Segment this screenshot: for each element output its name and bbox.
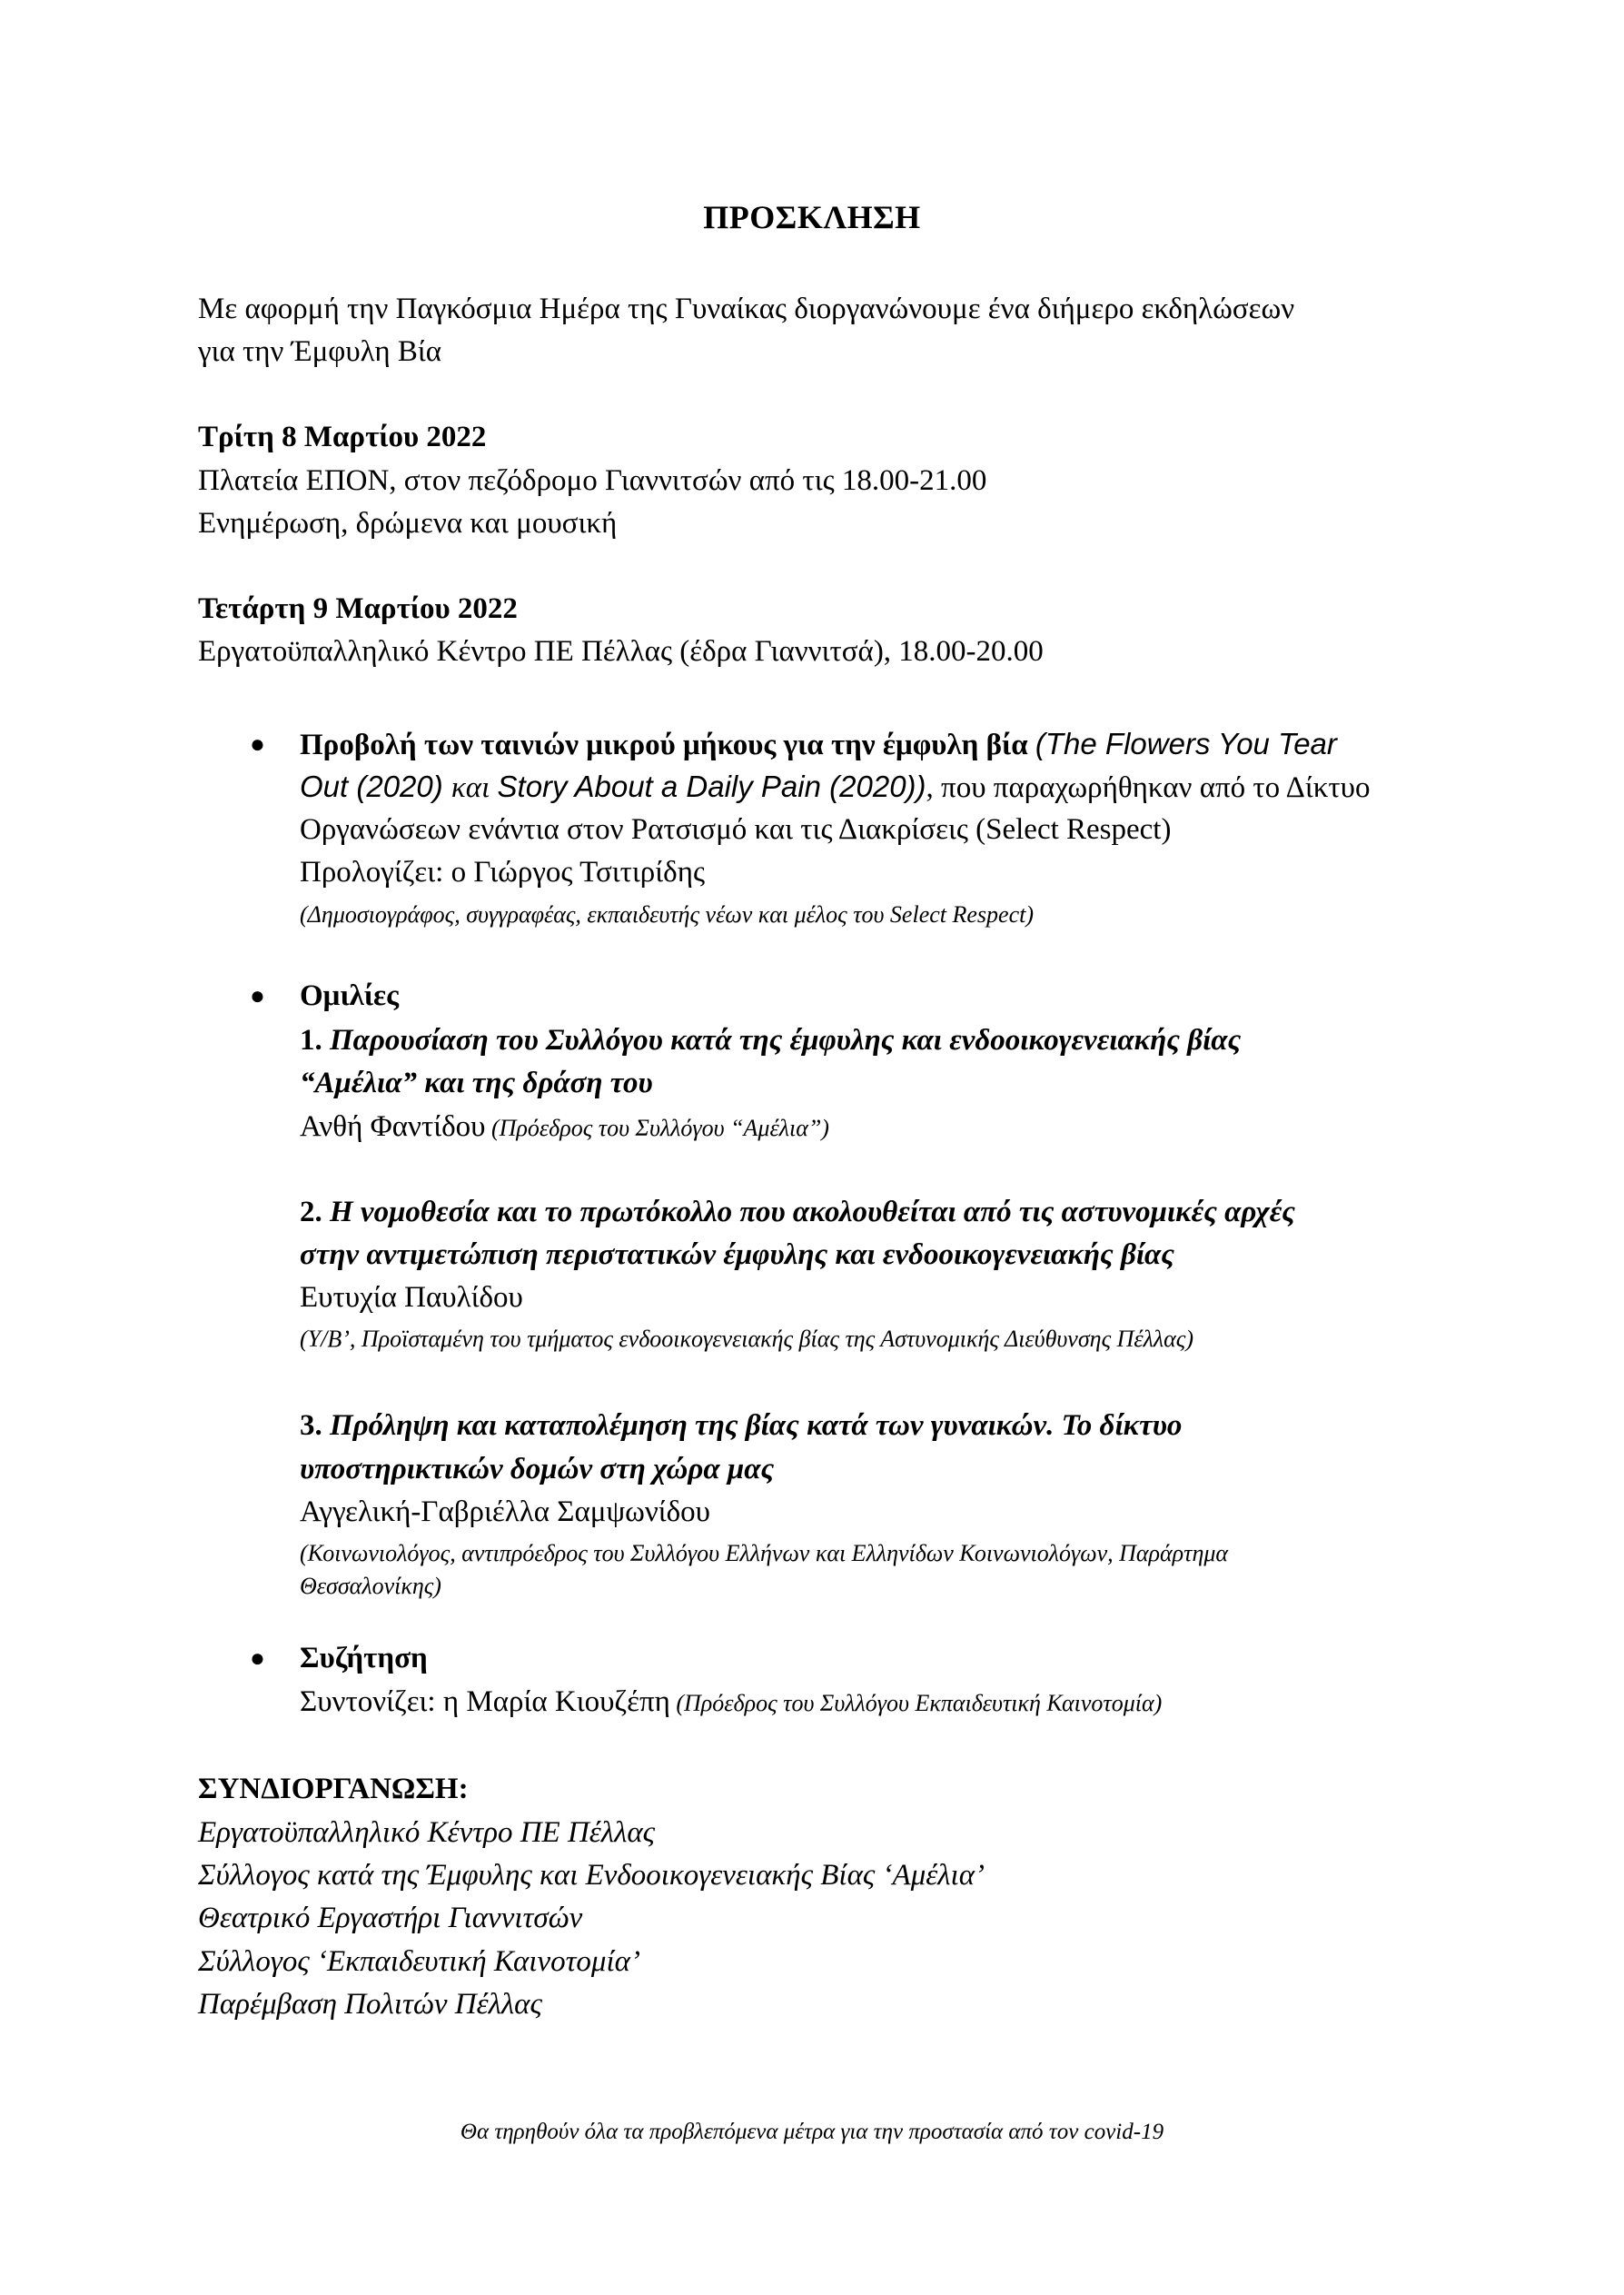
talk-3-note-line-2: Θεσσαλονίκης): [300, 1573, 441, 1599]
speaker-note: (Πρόεδρος του Συλλόγου “Αμέλια”): [485, 1115, 829, 1141]
screening-line-3: Οργανώσεων ενάντια στον Ρατσισμό και τις Διακρίσεις (Select Respect): [300, 813, 1172, 846]
talk-3-title-line-2: υποστηρικτικών δομών στη χώρα μας: [300, 1453, 775, 1485]
day1-activity: Ενημέρωση, δρώμενα και μουσική: [198, 507, 618, 540]
talk-2-note: (Υ/Β’, Προϊσταμένη του τμήματος ενδοοικογενειακής βίας της Αστυνομικής Διεύθυνσης Πέλλας): [300, 1326, 1194, 1352]
screening-text: , που παραχωρήθηκαν από το Δίκτυο: [926, 771, 1371, 804]
screening-presenter-note: (Δημοσιογράφος, συγγραφέας, εκπαιδευτής νέων και μέλος του Select Respect): [300, 901, 1035, 928]
coorganizer-item: Σύλλογος κατά της Έμφυλης και Ενδοοικογενειακής Βίας ‘Αμέλια’: [198, 1859, 985, 1892]
discussion-moderator: [300, 1681, 1162, 1723]
talk-title: Η νομοθεσία και το πρωτόκολλο που ακολουθείται από τις αστυνομικές αρχές: [330, 1196, 1295, 1228]
talk-number: 3.: [300, 1409, 330, 1442]
screening-and: και: [451, 771, 498, 804]
screening-presenter: Προλογίζει: ο Γιώργος Τσιτιρίδης: [300, 856, 706, 889]
day1-date: Τρίτη 8 Μαρτίου 2022: [198, 421, 487, 453]
screening-film-title: (The Flowers You Tear: [1035, 727, 1337, 760]
screening-heading: Προβολή των ταινιών μικρού μήκους για την έμφυλη βία: [300, 729, 1035, 761]
coorganizer-item: Θεατρικό Εργαστήρι Γιαννιτσών: [198, 1902, 583, 1934]
screening-line-2: [300, 766, 1370, 809]
talk-title: Παρουσίαση του Συλλόγου κατά της έμφυλης και ενδοοικογενειακής βίας: [330, 1024, 1242, 1057]
talk-2-title-line-1: [300, 1191, 1295, 1233]
bullet-icon: ●: [250, 1644, 265, 1673]
coorganizer-item: Σύλλογος ‘Εκπαιδευτική Καινοτομία’: [198, 1945, 640, 1978]
talk-number: 1.: [300, 1024, 330, 1057]
coorganizer-item: Παρέμβαση Πολιτών Πέλλας: [198, 1988, 542, 2021]
day2-date: Τετάρτη 9 Μαρτίου 2022: [198, 592, 518, 625]
talk-title: Πρόληψη και καταπολέμηση της βίας κατά των γυναικών. Το δίκτυο: [330, 1409, 1183, 1442]
discussion-heading: Συζήτηση: [300, 1642, 428, 1674]
talk-2-title-line-2: στην αντιμετώπιση περιστατικών έμφυλης και ενδοοικογενειακής βίας: [300, 1238, 1175, 1271]
day2-place: Εργατοϋπαλληλικό Κέντρο ΠΕ Πέλλας (έδρα Γιαννιτσά), 18.00-20.00: [198, 635, 1044, 668]
talk-1-title-line-1: [300, 1019, 1241, 1061]
page-title: ΠΡΟΣΚΛΗΣΗ: [703, 199, 921, 235]
screening-film-title-cont: Out (2020): [300, 770, 451, 803]
intro-line-1: Με αφορμή την Παγκόσμια Ημέρα της Γυναίκας διοργανώνουμε ένα διήμερο εκδηλώσεων: [198, 293, 1295, 325]
talks-heading: Ομιλίες: [300, 979, 400, 1012]
talk-3-note-line-1: (Κοινωνιολόγος, αντιπρόεδρος του Συλλόγου Ελλήνων και Ελληνίδων Κοινωνιολόγων, Παράρτημα: [300, 1540, 1229, 1566]
talk-number: 2.: [300, 1196, 330, 1228]
moderator-note: (Πρόεδρος του Συλλόγου Εκπαιδευτική Καινοτομία): [669, 1690, 1163, 1716]
talk-1-title-line-2: “Αμέλια” και της δράση του: [300, 1067, 653, 1099]
speaker-name: Ανθή Φαντίδου: [300, 1110, 486, 1143]
coorganizer-item: Εργατοϋπαλληλικό Κέντρο ΠΕ Πέλλας: [198, 1816, 656, 1849]
day1-place: Πλατεία ΕΠΟΝ, στον πεζόδρομο Γιαννιτσών από τις 18.00-21.00: [198, 464, 987, 497]
intro-line-2: για την Έμφυλη Βία: [198, 335, 442, 368]
screening-line-1: [300, 723, 1337, 766]
talk-3-speaker: Αγγελική-Γαβριέλλα Σαμψωνίδου: [300, 1495, 711, 1528]
talk-1-speaker: [300, 1106, 829, 1148]
footer-note: Θα τηρηθούν όλα τα προβλεπόμενα μέτρα για την προστασία από τον covid-19: [460, 2120, 1164, 2144]
moderator-name: Συντονίζει: η Μαρία Κιουζέπη: [300, 1685, 670, 1718]
coorganizers-heading: ΣΥΝΔΙΟΡΓΑΝΩΣΗ:: [198, 1773, 469, 1805]
screening-film-title-2: Story About a Daily Pain (2020)): [497, 770, 926, 803]
talk-2-speaker: Ευτυχία Παυλίδου: [300, 1281, 523, 1314]
talk-3-title-line-1: [300, 1405, 1182, 1446]
bullet-icon: ●: [250, 982, 265, 1010]
bullet-icon: ●: [250, 730, 265, 759]
